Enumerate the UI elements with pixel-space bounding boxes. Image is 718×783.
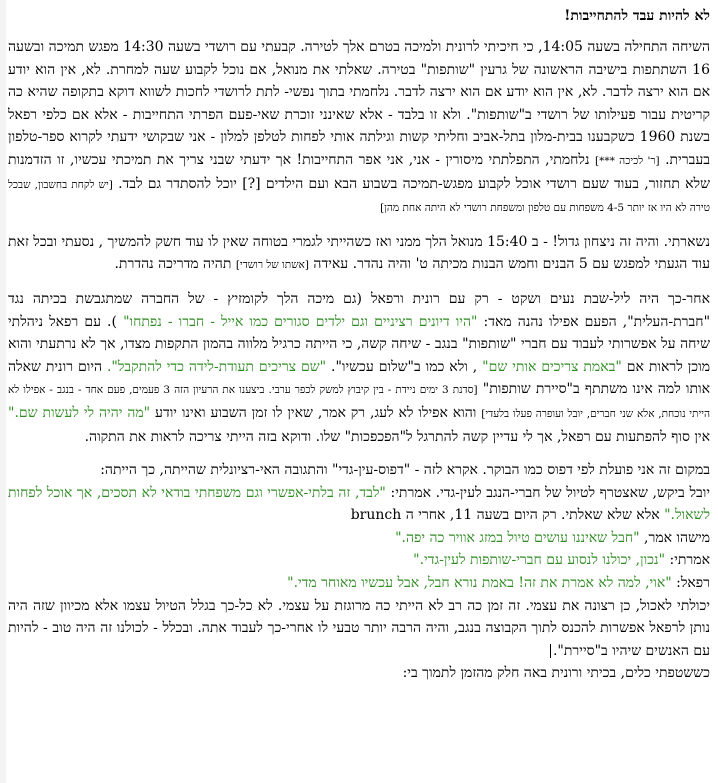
p4-line-1-rest: אלא שלא שאלתי. רק היום בשעה 11, אחרי ה brunch	[350, 507, 660, 524]
p4-line-1-quote: "לבד, זה בלתי-אפשרי וגם משפחתי בודאי לא תסכים, אך אוכל לפחות לשאול."	[8, 484, 710, 524]
p3-text-a: אחר-כך היה ליל-שבת נעים ושקט - רק עם רונית ורפאל (גם מיכה הלך לקומזיץ - של החברה שמתגבשת בכיתה נגד "חברת-העלית", הפעם אפילו נהנה מאד:	[8, 290, 711, 330]
p3-note: [סדנת 3 ימים ניידת - בין קיבוץ למשק לכפר ערבי. ביצענו את הרעיון הזה 3 פעמים, פעם אחד - בנגב - אפילו לא הייתי נוכחת, אלא שני חברים, יובל ועופרה פעלו בלעדי]	[8, 384, 710, 420]
p3-quote-1: "היו דיונים רציניים וגם ילדים סגורים כמו אייל - חברו - נפתחו"	[123, 313, 478, 330]
p2-text-b: תהיה מדריכה נהדרת.	[114, 256, 232, 273]
p4-line-4-text: רפאל:	[676, 575, 710, 592]
p3-text-c: , ולא כמו ב"שלום עכשיו".	[331, 358, 478, 375]
p1-note-1: [ר' לכיכה ***]	[594, 154, 660, 167]
p1-note-2: [יש לקחת בחשבון, שבכל טירה לא היו אז יותר 4-5 משפחות עם טלפון ומשפחת רושדי לא היתה אחת מהן]	[8, 178, 710, 215]
p4-line-4-quote: "אוי, למה לא אמרת את זה! באמת נורא חבל, אבל עכשיו מאוחר מדי."	[287, 575, 672, 592]
p3-quote-2: "באמת צריכים אותי שם"	[482, 358, 622, 375]
p2-text-a: נשארתי. והיה זה ניצחון גדול! - ב 15:40 מנואל הלך ממני ואז כשהייתי לגמרי בטוחה שאין לו עוד חשק להמשיך , נסעתי ובכל זאת עוד הגעתי למפגש עם 5 הבנים וחמש הבנות מכיתה ט' והיה נהדר. עאידה	[8, 233, 711, 273]
p3-text-e: והוא אפילו לא לעג, רק אמר, שאין לו זמן השבוע ואינו יודע	[155, 404, 477, 421]
p4-line-2-quote: "חבל שאיננו עושים טיול במזג אוויר כה יפה."	[395, 529, 640, 546]
p3-quote-4: "מה יהיה לי לעשות שם."	[8, 404, 151, 421]
p4-line-2-text: מישהו אמר,	[644, 529, 710, 546]
scrollbar[interactable]	[0, 0, 6, 783]
p4-line-1-text: יובל ביקש, שאצטרף לטיול של חברי-הנגב לעין-גדי. אמרתי:	[390, 484, 710, 501]
p3-text-f: אין סוף להפתעות עם רפאל, אך לי עדיין קשה להתרגל ל"הפכפכות" שלו. ודוקא בזה הייתי צריכה לראות את התקוה.	[84, 428, 710, 445]
p1-text-a: השיחה התחילה בשעה 14:05, כי חיכיתי לרונית ולמיכה בטרם אלך לטירה. קבעתי עם רושדי בשעה 14:30 מפגש תמיכה ובשעה 16 השתתפות בישיבה הראשונה של גרעין "שותפות" בטירה. שאלתי את מנואל, אם נוכל לקבוע שעה למחרת. לא, אין הוא יודע אם הוא ירצה לדבר. לא, אין הוא יודע אם הוא ירצה לדבר. נלחמתי בתוך נפשי- לתת לרושדי לחכות לשווא דוקא בתקופה שהיא כה קריטית עבור פעילותו של רושדי ב"שותפות". ולא זו בלבד - אלא שאינני זוכרת שאי-פעם הפרתי התחייבות - אלא אם כלפי רפאל בשנת 1960 כשקבענו בבית-מלון בתל-אביב וחליתי קשות וגילתה אותי לפחות לטלפן למלון - אני שבקושי ידעתי לקרוא ספר-טלפון בעברית.	[8, 39, 711, 168]
p3-text-b: ). עם רפאל ניהלתי שיחה על אפשרותי לעבוד עם חברי "שותפות" בנגב - שיחה קשה, כי הייתה כרגיל מלווה בהמון התקפות מצדו, אך לא נרתעתי והוא מוכן לראות אם	[8, 313, 710, 375]
paragraph-3	[8, 288, 710, 448]
p4-line-3-text: אמרתי:	[669, 552, 710, 569]
text-cursor	[550, 644, 551, 658]
p4-line-6: כששטפתי כלים, בכיתי ורונית באה חלק מהזמן לתמוך בי:	[402, 665, 710, 682]
p3-text-d: היום רונית שאלה אותו למה אינו משתתף ב"סיירת שותפות"	[8, 358, 710, 398]
paragraph-2	[8, 231, 710, 277]
p4-line-3-quote: "נכון, יכולנו לנסוע עם חברי-שותפות לעין-גדי."	[413, 552, 666, 569]
p1-text-b: נלחמתי, התפלתתי מיסורין - אני, אני אפר התחייבות! אך ידעתי שבני צריך את תמיכתי עכשיו, זו הזדמנות שלא תחזור, בעוד שעם רושדי אוכל לקבוע מפגש-תמיכה בשבוע הבא ועם הילדים [?] יוכל להסתדר גם לבד.	[8, 151, 711, 192]
p4-intro: במקום זה אני פועלת לפי דפוס כמו הבוקר. אקרא לזה - "דפוס-עין-גדי" והתגובה האי-רציונלית שהייתה, כך הייתה:	[100, 462, 710, 479]
document-body	[8, 6, 710, 696]
paragraph-4	[8, 459, 710, 685]
document-title: לא להיות עבד להתחייבות!	[564, 8, 710, 24]
p4-line-5: יכולתי לאכול, כן רצונה את עצמי. זה זמן כה רב לא הייתי כה מרוגזת על עצמי. לא כל-כך בגלל הטיול עצמו אלא מכיוון שזה היה נותן לרפאל אפשרות להכנס לתוך הקבוצה בנגב, והיה הרבה יותר טבעי לו אחרי-כך לעבוד אתה. ובכלל - לכולנו זה היה טוב - להיות עם האנשים שיהיו ב"סיירת".	[8, 597, 711, 659]
p2-note: [אשתו של רושדי]	[235, 259, 309, 272]
p3-quote-3: "שם צריכים תעודת-לידה כדי להתקבל".	[106, 358, 327, 375]
paragraph-1	[8, 36, 710, 220]
